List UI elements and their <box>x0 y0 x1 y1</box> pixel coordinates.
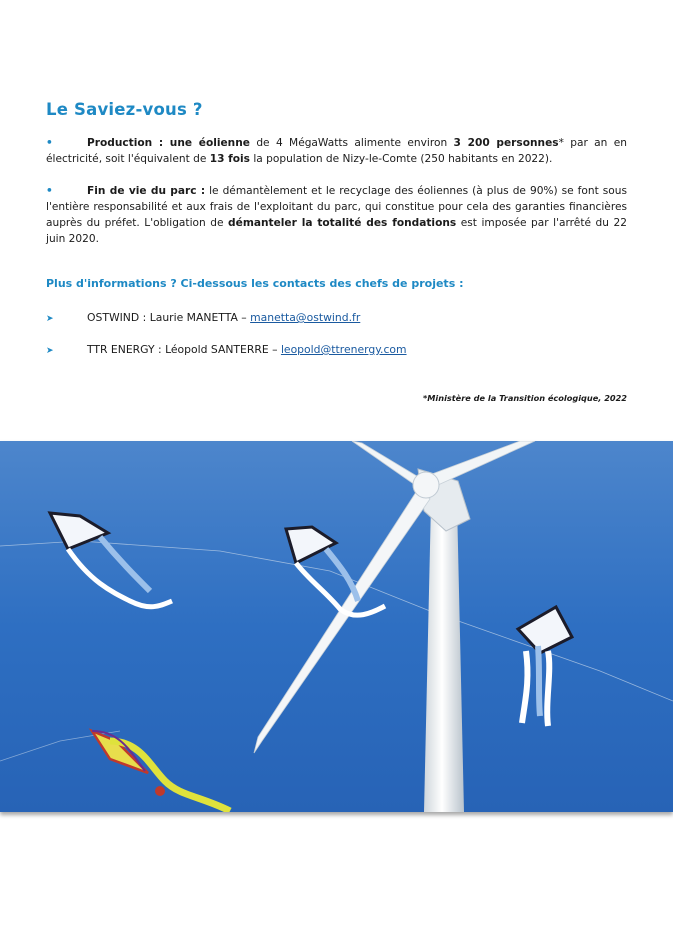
text-span: le démantèlement et le recyclage des éoliennes (à plus de 90%) se font sous l'entière responsabilité et aux frais de l'exploitant du parc, qui constitue pour cela des garanties financières auprès du préfet. L'obligation de <box>46 185 627 229</box>
wind-turbine-kites-illustration <box>0 441 673 812</box>
wind-turbine-photo <box>0 441 673 812</box>
source-footnote: *Ministère de la Transition écologique, 2022 <box>423 393 627 403</box>
contact-label: TTR ENERGY : Léopold SANTERRE – <box>87 343 281 356</box>
end-of-life-label: Fin de vie du parc : <box>87 185 206 197</box>
text-span: est imposée par l'arrêté du 22 juin 2020. <box>46 217 627 245</box>
contacts-heading: Plus d'informations ? Ci-dessous les contacts des chefs de projets : <box>46 277 464 290</box>
contact-label: OSTWIND : Laurie MANETTA – <box>87 311 251 324</box>
arrow-icon: ➤ <box>46 346 54 356</box>
email-link-ttr[interactable]: leopold@ttrenergy.com <box>280 343 407 356</box>
production-paragraph <box>46 135 627 167</box>
bullet-icon: • <box>46 137 53 149</box>
times-count: 13 fois <box>209 153 250 165</box>
arrow-icon: ➤ <box>46 314 54 324</box>
email-link-ostwind[interactable]: manetta@ostwind.fr <box>250 311 361 324</box>
text-span: * par an en électricité, soit l'équivalent de <box>46 137 627 165</box>
page-heading: Le Saviez-vous ? <box>46 100 203 119</box>
contact-ostwind <box>46 310 360 327</box>
text-span: la population de Nizy-le-Comte (250 habitants en 2022). <box>249 153 553 165</box>
foundations-text: démanteler la totalité des fondations <box>228 217 457 229</box>
people-count: 3 200 personnes <box>453 137 559 149</box>
bullet-icon: • <box>46 185 53 197</box>
production-label: Production : une éolienne <box>87 137 250 149</box>
end-of-life-paragraph <box>46 183 627 247</box>
text-span: de 4 MégaWatts alimente environ <box>249 137 454 149</box>
contact-ttr-energy <box>46 342 407 359</box>
